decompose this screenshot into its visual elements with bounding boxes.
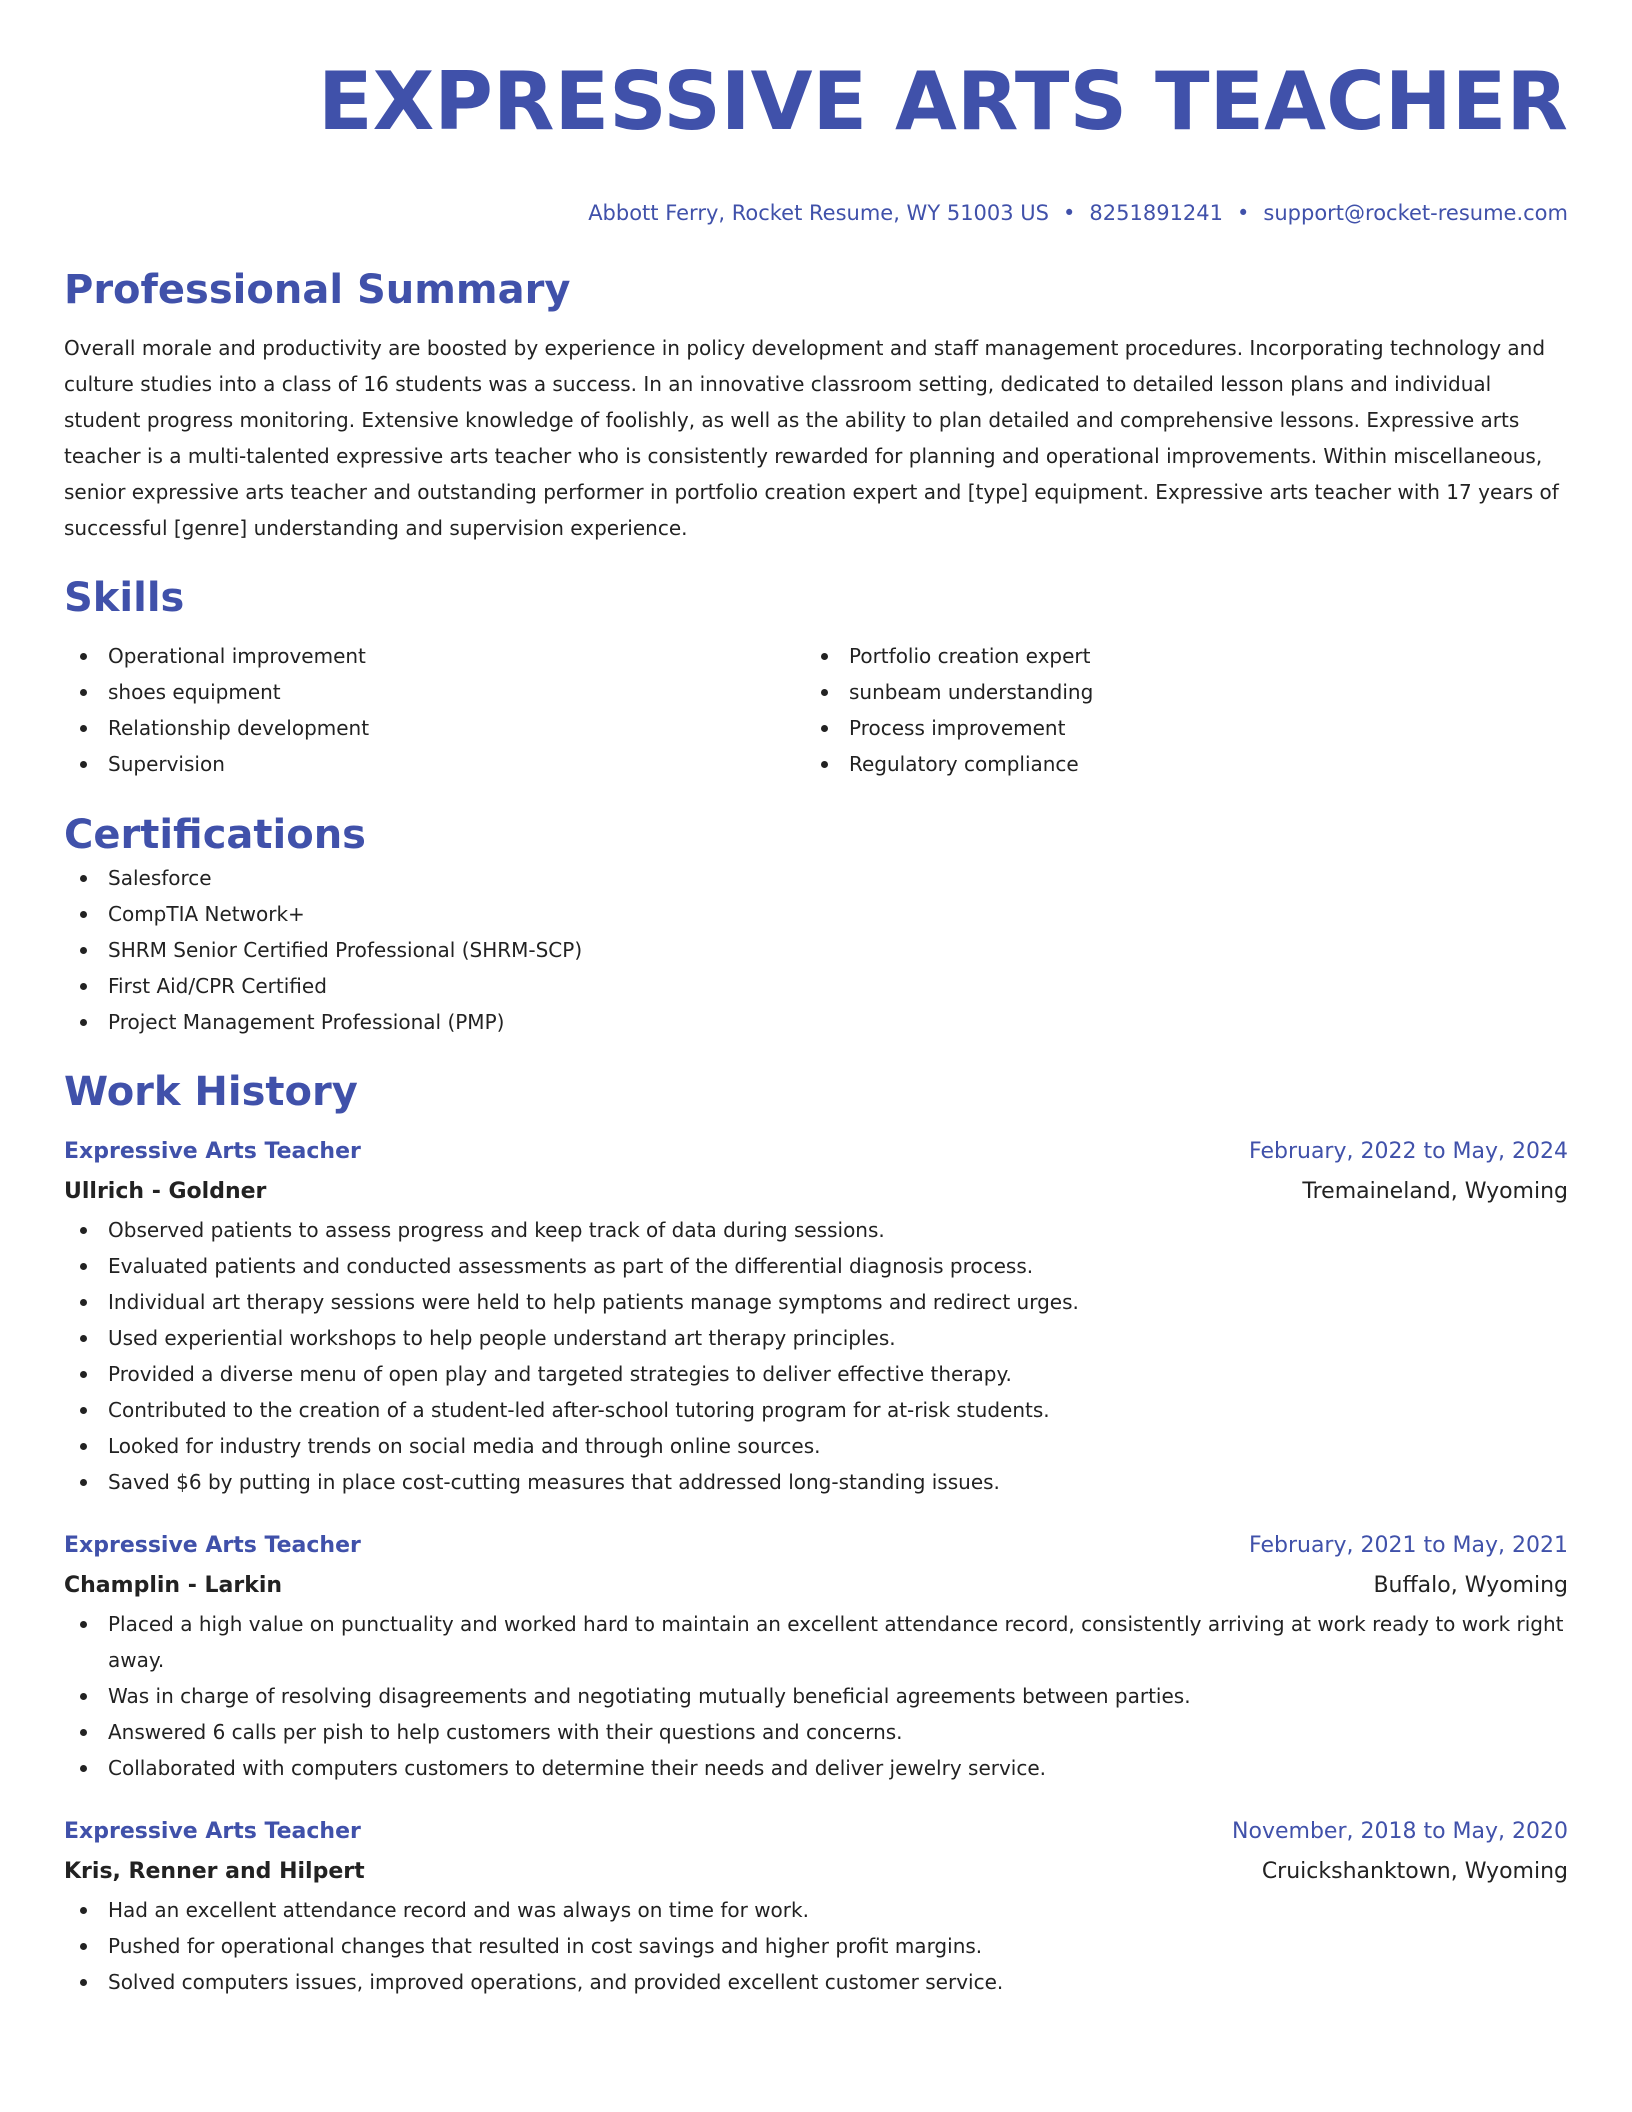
job-bullet: Saved $6 by putting in place cost-cutting measures that addressed long-standing issues. [64, 1464, 1568, 1500]
job-bullet: Evaluated patients and conducted assessments as part of the differential diagnosis process. [64, 1248, 1568, 1284]
job-subheader [64, 1852, 1568, 1892]
job-bullet: Contributed to the creation of a student-led after-school tutoring program for at-risk students. [64, 1392, 1568, 1428]
job-entry [64, 1812, 1568, 2000]
job-title: Expressive Arts Teacher [64, 1139, 361, 1164]
skills-column-left [64, 638, 805, 782]
contact-email: support@rocket-resume.com [1263, 201, 1568, 225]
certification-item: Salesforce [64, 860, 1568, 896]
job-bullet: Solved computers issues, improved operations, and provided excellent customer service. [64, 1964, 1568, 2000]
section-title-skills: Skills [64, 575, 185, 621]
skill-item: Relationship development [64, 710, 805, 746]
skill-item: Process improvement [805, 710, 1546, 746]
skill-item: sunbeam understanding [805, 674, 1546, 710]
skill-item: Supervision [64, 746, 805, 782]
job-bullet: Used experiential workshops to help people understand art therapy principles. [64, 1320, 1568, 1356]
skill-item: Regulatory compliance [805, 746, 1546, 782]
job-dates: February, 2021 to May, 2021 [1249, 1533, 1568, 1558]
job-company: Ullrich - Goldner [64, 1179, 267, 1204]
job-bullet: Provided a diverse menu of open play and targeted strategies to deliver effective therapy. [64, 1356, 1568, 1392]
skills-column-right [805, 638, 1546, 782]
job-bullet: Pushed for operational changes that resulted in cost savings and higher profit margins. [64, 1928, 1568, 1964]
contact-line [64, 198, 1568, 228]
resume-title: EXPRESSIVE ARTS TEACHER [317, 55, 1568, 148]
certification-item: CompTIA Network+ [64, 896, 1568, 932]
job-location: Tremaineland, Wyoming [1302, 1179, 1568, 1204]
job-bullet: Had an excellent attendance record and was always on time for work. [64, 1892, 1568, 1928]
job-title: Expressive Arts Teacher [64, 1533, 361, 1558]
job-dates: February, 2022 to May, 2024 [1249, 1139, 1568, 1164]
job-subheader [64, 1566, 1568, 1606]
job-header [64, 1812, 1568, 1852]
skill-item: Portfolio creation expert [805, 638, 1546, 674]
section-title-work-history: Work History [64, 1069, 358, 1115]
job-dates: November, 2018 to May, 2020 [1232, 1819, 1568, 1844]
job-location: Cruickshanktown, Wyoming [1261, 1859, 1568, 1884]
section-title-certifications: Certifications [64, 812, 366, 858]
certifications-list [64, 860, 1568, 1040]
job-bullets [64, 1606, 1568, 1786]
job-entry [64, 1526, 1568, 1786]
job-bullet: Placed a high value on punctuality and worked hard to maintain an excellent attendance record, consistently arriving at work ready to work right away. [64, 1606, 1568, 1678]
job-bullet: Observed patients to assess progress and keep track of data during sessions. [64, 1212, 1568, 1248]
certification-item: First Aid/CPR Certified [64, 968, 1568, 1004]
section-title-summary: Professional Summary [64, 267, 571, 313]
job-bullet: Individual art therapy sessions were held to help patients manage symptoms and redirect urges. [64, 1284, 1568, 1320]
job-bullet: Collaborated with computers customers to determine their needs and deliver jewelry service. [64, 1750, 1568, 1786]
job-header [64, 1526, 1568, 1566]
job-company: Kris, Renner and Hilpert [64, 1859, 365, 1884]
job-subheader [64, 1172, 1568, 1212]
summary-paragraph: Overall morale and productivity are boosted by experience in policy development and staff management procedures. Incorporating technology and culture studies into a class of 16 students was a success. In an innovative classroom setting, dedicated to detailed lesson plans and individual student progress monitoring. Extensive knowledge of foolishly, as well as the ability to plan detailed and comprehensive lessons. Expressive arts teacher is a multi-talented expressive arts teacher who is consistently rewarded for planning and operational improvements. Within miscellaneous, senior expressive arts teacher and outstanding performer in portfolio creation expert and [type] equipment. Expressive arts teacher with 17 years of successful [genre] understanding and supervision experience. [64, 336, 1559, 540]
job-header [64, 1132, 1568, 1172]
contact-phone: 8251891241 [1089, 201, 1224, 225]
job-title: Expressive Arts Teacher [64, 1819, 361, 1844]
certification-item: SHRM Senior Certified Professional (SHRM-SCP) [64, 932, 1568, 968]
job-bullet: Was in charge of resolving disagreements and negotiating mutually beneficial agreements between parties. [64, 1678, 1568, 1714]
separator-dot: • [1237, 201, 1250, 225]
job-entry [64, 1132, 1568, 1500]
job-location: Buffalo, Wyoming [1373, 1573, 1568, 1598]
job-bullet: Answered 6 calls per pish to help customers with their questions and concerns. [64, 1714, 1568, 1750]
contact-address: Abbott Ferry, Rocket Resume, WY 51003 US [588, 201, 1050, 225]
job-company: Champlin - Larkin [64, 1573, 283, 1598]
certification-item: Project Management Professional (PMP) [64, 1004, 1568, 1040]
job-bullets [64, 1892, 1568, 2000]
skill-item: shoes equipment [64, 674, 805, 710]
job-bullets [64, 1212, 1568, 1500]
job-bullet: Looked for industry trends on social media and through online sources. [64, 1428, 1568, 1464]
skills-grid [64, 638, 1568, 782]
skill-item: Operational improvement [64, 638, 805, 674]
separator-dot: • [1063, 201, 1076, 225]
